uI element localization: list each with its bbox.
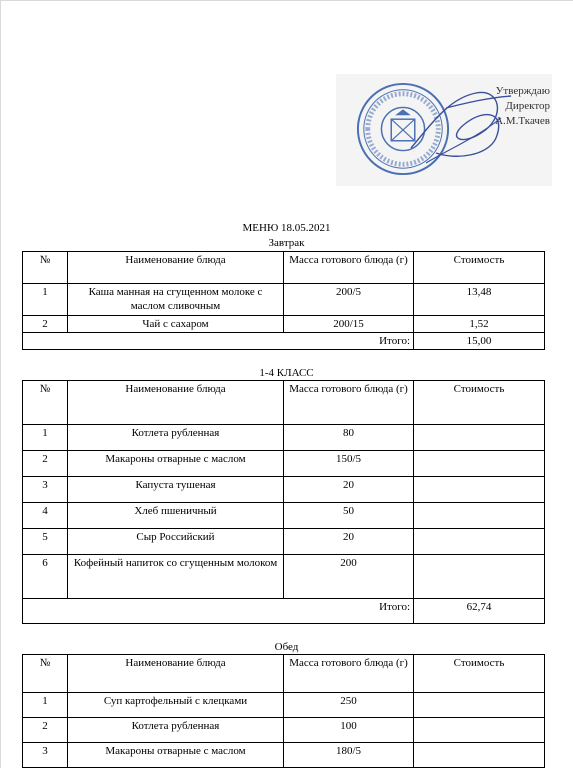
dish-cost: 1,52 bbox=[414, 316, 545, 333]
table-row bbox=[23, 555, 545, 599]
class14-heading: 1-4 КЛАСС bbox=[259, 367, 314, 379]
dish-mass: 100 bbox=[284, 718, 414, 743]
col-cost-header: Стоимость bbox=[414, 252, 545, 284]
dish-mass: 150/5 bbox=[284, 451, 414, 477]
dish-name: Котлета рубленная bbox=[68, 718, 284, 743]
row-number: 2 bbox=[23, 316, 68, 333]
dish-name: Макароны отварные с маслом bbox=[68, 743, 284, 768]
class14-table bbox=[22, 380, 545, 624]
dish-mass: 250 bbox=[284, 693, 414, 718]
table-row bbox=[23, 451, 545, 477]
dish-cost bbox=[414, 425, 545, 451]
dish-cost bbox=[414, 503, 545, 529]
dish-name: Сыр Российский bbox=[68, 529, 284, 555]
dish-name: Кофейный напиток со сгущенным молоком bbox=[68, 555, 284, 599]
row-number: 3 bbox=[23, 743, 68, 768]
col-mass-header: Масса готового блюда (г) bbox=[284, 381, 414, 425]
col-cost-header: Стоимость bbox=[414, 655, 545, 693]
dish-mass: 20 bbox=[284, 529, 414, 555]
col-mass-header: Масса готового блюда (г) bbox=[284, 655, 414, 693]
table-row bbox=[23, 316, 545, 333]
table-header-row bbox=[23, 252, 545, 284]
row-number: 2 bbox=[23, 718, 68, 743]
row-number: 6 bbox=[23, 555, 68, 599]
row-number: 3 bbox=[23, 477, 68, 503]
dish-mass: 200/5 bbox=[284, 284, 414, 316]
dish-mass: 200/15 bbox=[284, 316, 414, 333]
col-name-header: Наименование блюда bbox=[68, 252, 284, 284]
col-number-header: № bbox=[23, 381, 68, 425]
approval-line-position: Директор bbox=[505, 100, 550, 112]
dish-cost bbox=[414, 529, 545, 555]
row-number: 2 bbox=[23, 451, 68, 477]
table-row bbox=[23, 718, 545, 743]
dish-mass: 80 bbox=[284, 425, 414, 451]
table-header-row bbox=[23, 381, 545, 425]
breakfast-table bbox=[22, 251, 545, 350]
table-row bbox=[23, 693, 545, 718]
table-row bbox=[23, 503, 545, 529]
dish-name: Котлета рубленная bbox=[68, 425, 284, 451]
dish-name: Хлеб пшеничный bbox=[68, 503, 284, 529]
col-cost-header: Стоимость bbox=[414, 381, 545, 425]
dish-cost bbox=[414, 477, 545, 503]
total-row bbox=[23, 333, 545, 350]
menu-title: МЕНЮ 18.05.2021 bbox=[242, 222, 331, 234]
page-border-top bbox=[0, 0, 573, 1]
table-row bbox=[23, 477, 545, 503]
breakfast-heading: Завтрак bbox=[268, 237, 305, 249]
row-number: 1 bbox=[23, 425, 68, 451]
col-name-header: Наименование блюда bbox=[68, 381, 284, 425]
dish-name: Чай с сахаром bbox=[68, 316, 284, 333]
table-row bbox=[23, 284, 545, 316]
dish-mass: 200 bbox=[284, 555, 414, 599]
total-label: Итого: bbox=[23, 333, 414, 350]
col-number-header: № bbox=[23, 252, 68, 284]
dish-name: Каша манная на сгущенном молоке с маслом сливочным bbox=[68, 284, 284, 316]
dish-cost bbox=[414, 555, 545, 599]
table-row bbox=[23, 743, 545, 768]
dish-mass: 20 bbox=[284, 477, 414, 503]
dish-cost bbox=[414, 743, 545, 768]
approval-line-approve: Утверждаю bbox=[495, 85, 550, 97]
table-row bbox=[23, 529, 545, 555]
dish-mass: 50 bbox=[284, 503, 414, 529]
lunch-table bbox=[22, 654, 545, 768]
total-row bbox=[23, 599, 545, 624]
dish-name: Капуста тушеная bbox=[68, 477, 284, 503]
dish-mass: 180/5 bbox=[284, 743, 414, 768]
table-header-row bbox=[23, 655, 545, 693]
approval-stamp-area bbox=[336, 74, 552, 186]
dish-cost bbox=[414, 451, 545, 477]
table-row bbox=[23, 425, 545, 451]
dish-name: Макароны отварные с маслом bbox=[68, 451, 284, 477]
approval-text bbox=[488, 84, 550, 129]
col-mass-header: Масса готового блюда (г) bbox=[284, 252, 414, 284]
dish-cost bbox=[414, 718, 545, 743]
row-number: 5 bbox=[23, 529, 68, 555]
total-label: Итого: bbox=[23, 599, 414, 624]
dish-name: Суп картофельный с клецками bbox=[68, 693, 284, 718]
total-value: 62,74 bbox=[414, 599, 545, 624]
row-number: 1 bbox=[23, 284, 68, 316]
row-number: 1 bbox=[23, 693, 68, 718]
total-value: 15,00 bbox=[414, 333, 545, 350]
approval-line-name: А.М.Ткачев bbox=[495, 115, 550, 127]
col-number-header: № bbox=[23, 655, 68, 693]
lunch-heading: Обед bbox=[274, 641, 299, 653]
dish-cost bbox=[414, 693, 545, 718]
dish-cost: 13,48 bbox=[414, 284, 545, 316]
row-number: 4 bbox=[23, 503, 68, 529]
col-name-header: Наименование блюда bbox=[68, 655, 284, 693]
